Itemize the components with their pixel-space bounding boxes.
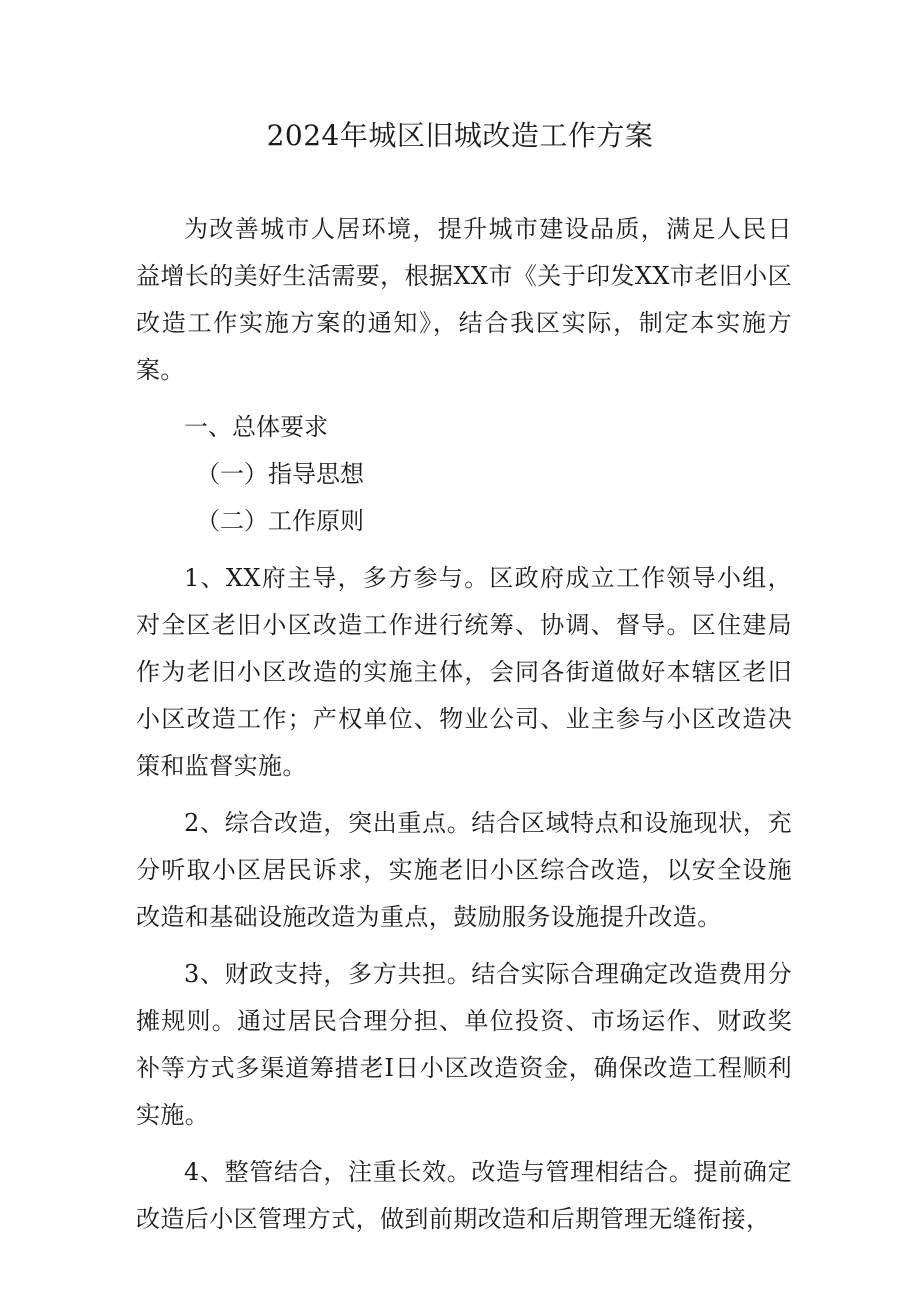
section-heading-general-requirements: 一、总体要求 xyxy=(184,413,328,441)
principle-paragraph-4: 4、整管结合，注重长效。改造与管理相结合。提前确定改造后小区管理方式，做到前期改造和后期管理无缝衔接， xyxy=(136,1158,792,1233)
subheading-work-principles: （二）工作原则 xyxy=(196,507,364,535)
principle-paragraph-3: 3、财政支持，多方共担。结合实际合理确定改造费用分摊规则。通过居民合理分担、单位投资、市场运作、财政奖补等方式多渠道筹措老I日小区改造资金，确保改造工程顺利实施。 xyxy=(136,960,792,1129)
principle-paragraph-2: 2、综合改造，突出重点。结合区域特点和设施现状，充分听取小区居民诉求，实施老旧小区综合改造，以安全设施改造和基础设施改造为重点，鼓励服务设施提升改造。 xyxy=(136,809,792,931)
document-body xyxy=(136,206,792,1253)
subheading-guiding-ideology: （一）指导思想 xyxy=(196,460,364,488)
intro-paragraph: 为改善城市人居环境，提升城市建设品质，满足人民日益增长的美好生活需要，根据XX市《关于印发XX市老旧小区改造工作实施方案的通知》，结合我区实际，制定本实施方案。 xyxy=(136,215,792,384)
principle-paragraph-1: 1、XX府主导，多方参与。区政府成立工作领导小组，对全区老旧小区改造工作进行统筹、协调、督导。区住建局作为老旧小区改造的实施主体，会同各街道做好本辖区老旧小区改造工作；产权单位、物业公司、业主参与小区改造决策和监督实施。 xyxy=(136,564,792,780)
document-title: 2024年城区旧城改造工作方案 xyxy=(266,119,654,152)
